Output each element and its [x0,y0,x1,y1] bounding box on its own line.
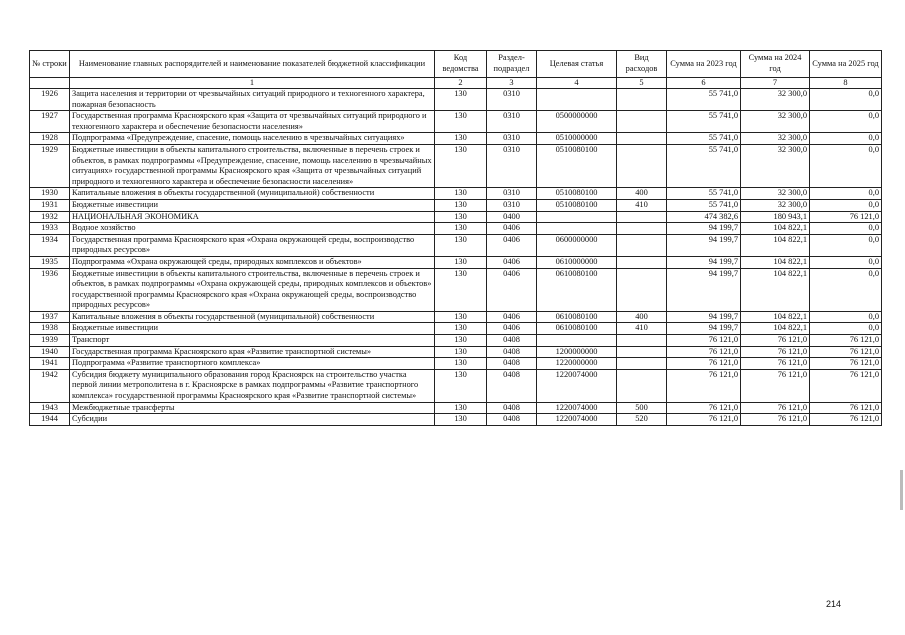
sum-2023: 76 121,0 [667,358,741,370]
row-number: 1930 [30,188,70,200]
column-number: 5 [617,78,667,89]
expense-type [617,144,667,187]
expense-type [617,346,667,358]
section-code: 0406 [487,256,537,268]
header-target-article: Целевая статья [537,51,617,78]
sum-2023: 55 741,0 [667,199,741,211]
table-row [30,414,882,426]
sum-2023: 94 199,7 [667,234,741,256]
sum-2025: 76 121,0 [810,211,882,223]
sum-2024: 76 121,0 [741,414,810,426]
column-number: 6 [667,78,741,89]
section-code: 0310 [487,199,537,211]
row-name: Государственная программа Красноярского края «Развитие транспортной системы» [70,346,435,358]
section-code: 0406 [487,311,537,323]
target-article: 1220074000 [537,369,617,402]
row-name: Защита населения и территории от чрезвычайных ситуаций природного и техногенного характера, пожарная безопасность [70,89,435,111]
department-code: 130 [435,234,487,256]
row-name: Подпрограмма «Охрана окружающей среды, природных комплексов и объектов» [70,256,435,268]
row-number: 1929 [30,144,70,187]
section-code: 0408 [487,414,537,426]
department-code: 130 [435,133,487,145]
expense-type [617,268,667,311]
row-number: 1933 [30,223,70,235]
table-row [30,89,882,111]
table-row [30,144,882,187]
section-code: 0310 [487,133,537,145]
section-code: 0406 [487,234,537,256]
expense-type: 400 [617,311,667,323]
row-number: 1938 [30,323,70,335]
section-code: 0408 [487,358,537,370]
scan-edge-mark [900,470,903,510]
table-row [30,311,882,323]
target-article [537,89,617,111]
section-code: 0310 [487,144,537,187]
sum-2024: 180 943,1 [741,211,810,223]
expense-type: 410 [617,199,667,211]
expense-type [617,223,667,235]
table-row [30,358,882,370]
header-department-code: Код ведомства [435,51,487,78]
department-code: 130 [435,346,487,358]
sum-2024: 32 300,0 [741,199,810,211]
header-sum-2023: Сумма на 2023 год [667,51,741,78]
table-row [30,369,882,402]
department-code: 130 [435,211,487,223]
row-name: Субсидия бюджету муниципального образования город Красноярск на строительство участка первой линии метрополитена в г. Красноярске в рамках подпрограммы «Развитие транспортного комплекса» государственной программы Красноярского края «Развитие транспортной системы» [70,369,435,402]
table-row [30,256,882,268]
row-number: 1935 [30,256,70,268]
row-number: 1941 [30,358,70,370]
row-name: НАЦИОНАЛЬНАЯ ЭКОНОМИКА [70,211,435,223]
column-number [30,78,70,89]
expense-type [617,111,667,133]
sum-2023: 94 199,7 [667,323,741,335]
sum-2025: 76 121,0 [810,414,882,426]
expense-type [617,358,667,370]
sum-2024: 104 822,1 [741,323,810,335]
target-article: 0510000000 [537,133,617,145]
column-number-row [30,78,882,89]
target-article: 0610000000 [537,256,617,268]
row-name: Государственная программа Красноярского края «Защита от чрезвычайных ситуаций природного и техногенного характера и обеспечение безопасности населения» [70,111,435,133]
sum-2024: 104 822,1 [741,234,810,256]
sum-2024: 76 121,0 [741,358,810,370]
table-row [30,335,882,347]
table-row [30,402,882,414]
table-row [30,188,882,200]
row-name: Подпрограмма «Предупреждение, спасение, помощь населению в чрезвычайных ситуациях» [70,133,435,145]
sum-2023: 76 121,0 [667,369,741,402]
sum-2024: 104 822,1 [741,311,810,323]
table-row [30,211,882,223]
column-number: 7 [741,78,810,89]
header-sum-2025: Сумма на 2025 год [810,51,882,78]
header-name: Наименование главных распорядителей и наименование показателей бюджетной классификации [70,51,435,78]
department-code: 130 [435,199,487,211]
target-article: 1220000000 [537,358,617,370]
target-article: 0500000000 [537,111,617,133]
row-name: Транспорт [70,335,435,347]
department-code: 130 [435,89,487,111]
department-code: 130 [435,311,487,323]
row-number: 1940 [30,346,70,358]
sum-2025: 0,0 [810,188,882,200]
sum-2024: 104 822,1 [741,256,810,268]
row-name: Бюджетные инвестиции [70,323,435,335]
table-body [30,89,882,426]
row-number: 1936 [30,268,70,311]
sum-2023: 55 741,0 [667,111,741,133]
sum-2023: 76 121,0 [667,335,741,347]
section-code: 0408 [487,402,537,414]
department-code: 130 [435,268,487,311]
department-code: 130 [435,358,487,370]
target-article: 1220074000 [537,414,617,426]
sum-2025: 0,0 [810,234,882,256]
row-number: 1943 [30,402,70,414]
section-code: 0406 [487,223,537,235]
table-row [30,111,882,133]
sum-2025: 0,0 [810,89,882,111]
column-number: 8 [810,78,882,89]
expense-type [617,234,667,256]
section-code: 0408 [487,369,537,402]
sum-2025: 76 121,0 [810,369,882,402]
department-code: 130 [435,414,487,426]
target-article [537,335,617,347]
sum-2024: 32 300,0 [741,89,810,111]
sum-2024: 76 121,0 [741,335,810,347]
department-code: 130 [435,144,487,187]
column-number: 4 [537,78,617,89]
header-section: Раздел-подраздел [487,51,537,78]
row-name: Бюджетные инвестиции [70,199,435,211]
budget-table [29,50,882,426]
sum-2023: 474 382,6 [667,211,741,223]
sum-2023: 94 199,7 [667,311,741,323]
expense-type [617,369,667,402]
sum-2025: 0,0 [810,111,882,133]
row-name: Государственная программа Красноярского края «Охрана окружающей среды, воспроизводство природных ресурсов» [70,234,435,256]
table-row [30,323,882,335]
row-name: Капитальные вложения в объекты государственной (муниципальной) собственности [70,311,435,323]
expense-type: 500 [617,402,667,414]
sum-2023: 76 121,0 [667,414,741,426]
target-article: 0610080100 [537,311,617,323]
table-row [30,223,882,235]
department-code: 130 [435,223,487,235]
table-row [30,346,882,358]
sum-2025: 0,0 [810,199,882,211]
sum-2025: 0,0 [810,311,882,323]
sum-2025: 76 121,0 [810,346,882,358]
sum-2023: 55 741,0 [667,144,741,187]
sum-2025: 0,0 [810,323,882,335]
row-number: 1932 [30,211,70,223]
section-code: 0408 [487,335,537,347]
section-code: 0406 [487,268,537,311]
row-number: 1926 [30,89,70,111]
header-expense-type: Вид расходов [617,51,667,78]
sum-2025: 76 121,0 [810,358,882,370]
sum-2024: 104 822,1 [741,223,810,235]
table-row [30,268,882,311]
sum-2023: 55 741,0 [667,188,741,200]
row-name: Капитальные вложения в объекты государственной (муниципальной) собственности [70,188,435,200]
department-code: 130 [435,369,487,402]
target-article: 0510080100 [537,188,617,200]
department-code: 130 [435,256,487,268]
sum-2025: 76 121,0 [810,335,882,347]
sum-2024: 76 121,0 [741,346,810,358]
column-number: 2 [435,78,487,89]
row-number: 1928 [30,133,70,145]
sum-2024: 32 300,0 [741,144,810,187]
expense-type: 400 [617,188,667,200]
target-article [537,223,617,235]
section-code: 0408 [487,346,537,358]
row-number: 1927 [30,111,70,133]
target-article [537,211,617,223]
table-row [30,133,882,145]
sum-2025: 0,0 [810,268,882,311]
sum-2023: 94 199,7 [667,268,741,311]
expense-type [617,335,667,347]
sum-2023: 55 741,0 [667,133,741,145]
row-number: 1942 [30,369,70,402]
department-code: 130 [435,335,487,347]
sum-2024: 32 300,0 [741,133,810,145]
column-number: 1 [70,78,435,89]
sum-2023: 94 199,7 [667,223,741,235]
row-name: Бюджетные инвестиции в объекты капитального строительства, включенные в перечень строек и объектов, в рамках подпрограммы «Охрана окружающей среды, природных комплексов и объектов» государственной программы Красноярского края «Охрана окружающей среды, воспроизводство природных ресурсов» [70,268,435,311]
row-name: Межбюджетные трансферты [70,402,435,414]
target-article: 1220074000 [537,402,617,414]
sum-2024: 104 822,1 [741,268,810,311]
target-article: 0610080100 [537,268,617,311]
row-number: 1939 [30,335,70,347]
sum-2023: 55 741,0 [667,89,741,111]
expense-type [617,89,667,111]
header-row-number: № строки [30,51,70,78]
table-row [30,199,882,211]
row-number: 1934 [30,234,70,256]
department-code: 130 [435,111,487,133]
expense-type: 520 [617,414,667,426]
department-code: 130 [435,402,487,414]
section-code: 0310 [487,89,537,111]
sum-2024: 76 121,0 [741,402,810,414]
sum-2025: 76 121,0 [810,402,882,414]
row-name: Бюджетные инвестиции в объекты капитального строительства, включенные в перечень строек и объектов, в рамках подпрограммы «Предупреждение, спасение, помощь населению в чрезвычайных ситуациях» государственной программы Красноярского края «Защита от чрезвычайных ситуаций природного и техногенного характера и обеспечение безопасности населения» [70,144,435,187]
expense-type [617,256,667,268]
table-row [30,234,882,256]
sum-2024: 76 121,0 [741,369,810,402]
header-row [30,51,882,78]
page-number: 214 [826,599,842,609]
column-number: 3 [487,78,537,89]
department-code: 130 [435,188,487,200]
sum-2023: 76 121,0 [667,402,741,414]
sum-2025: 0,0 [810,133,882,145]
section-code: 0406 [487,323,537,335]
expense-type [617,133,667,145]
expense-type: 410 [617,323,667,335]
section-code: 0310 [487,111,537,133]
section-code: 0400 [487,211,537,223]
section-code: 0310 [487,188,537,200]
sum-2023: 94 199,7 [667,256,741,268]
row-number: 1937 [30,311,70,323]
target-article: 0510080100 [537,144,617,187]
row-number: 1931 [30,199,70,211]
sum-2025: 0,0 [810,223,882,235]
target-article: 0610080100 [537,323,617,335]
row-name: Подпрограмма «Развитие транспортного комплекса» [70,358,435,370]
expense-type [617,211,667,223]
row-name: Водное хозяйство [70,223,435,235]
sum-2025: 0,0 [810,144,882,187]
department-code: 130 [435,323,487,335]
header-sum-2024: Сумма на 2024 год [741,51,810,78]
target-article: 0510080100 [537,199,617,211]
sum-2024: 32 300,0 [741,188,810,200]
target-article: 1200000000 [537,346,617,358]
sum-2025: 0,0 [810,256,882,268]
sum-2023: 76 121,0 [667,346,741,358]
row-number: 1944 [30,414,70,426]
row-name: Субсидии [70,414,435,426]
sum-2024: 32 300,0 [741,111,810,133]
target-article: 0600000000 [537,234,617,256]
